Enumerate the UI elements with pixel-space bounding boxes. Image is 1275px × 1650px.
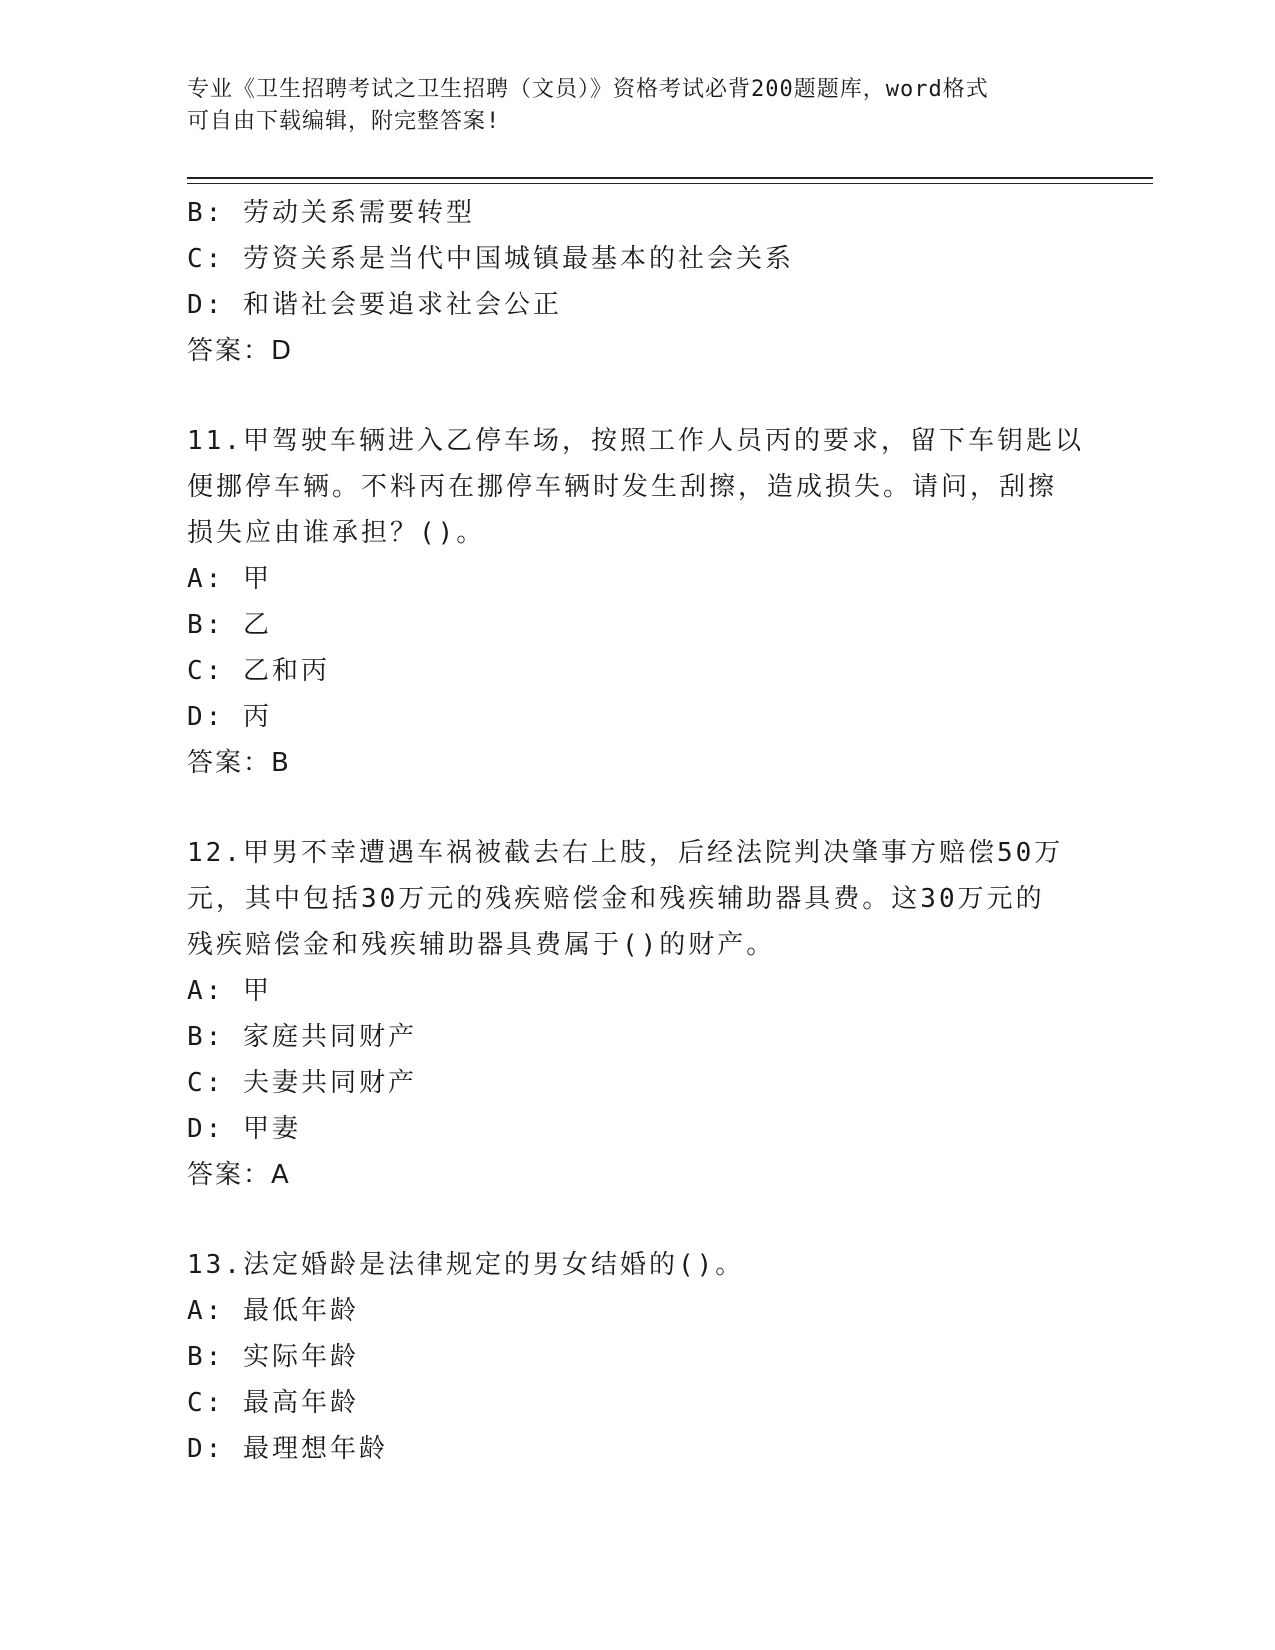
question-stem-line: 残疾赔偿金和残疾辅助器具费属于()的财产。 (187, 930, 776, 960)
header-line-2: 可自由下载编辑，附完整答案! (187, 109, 501, 134)
option-b: B: 家庭共同财产 (187, 1022, 417, 1052)
option-d: D: 和谐社会要追求社会公正 (187, 290, 562, 320)
question-stem-line: 元，其中包括30万元的残疾赔偿金和残疾辅助器具费。这30万元的 (187, 884, 1045, 914)
option-d: D: 丙 (187, 702, 272, 732)
option-b: B: 乙 (187, 610, 272, 640)
option-b: B: 实际年龄 (187, 1342, 359, 1372)
question-12 (187, 830, 1087, 1198)
option-a: A: 最低年龄 (187, 1296, 359, 1326)
prev-question-block (187, 190, 1087, 374)
question-stem-line: 12.甲男不幸遭遇车祸被截去右上肢，后经法院判决肇事方赔偿50万 (187, 838, 1064, 868)
question-13 (187, 1242, 1087, 1472)
option-d: D: 甲妻 (187, 1114, 301, 1144)
question-11 (187, 418, 1087, 786)
option-a: A: 甲 (187, 976, 272, 1006)
question-stem-line: 13.法定婚龄是法律规定的男女结婚的()。 (187, 1250, 745, 1280)
option-a: A: 甲 (187, 564, 272, 594)
question-stem-line: 便挪停车辆。不料丙在挪停车辆时发生刮擦，造成损失。请问，刮擦 (187, 472, 1058, 502)
question-list (187, 190, 1087, 1472)
question-stem-line: 损失应由谁承担？()。 (187, 518, 486, 548)
option-c: C: 乙和丙 (187, 656, 330, 686)
option-c: C: 最高年龄 (187, 1388, 359, 1418)
document-header (187, 74, 1067, 138)
question-stem-line: 11.甲驾驶车辆进入乙停车场，按照工作人员丙的要求，留下车钥匙以 (187, 426, 1084, 456)
answer-line: 答案：D (187, 336, 294, 366)
header-divider-thin (187, 183, 1153, 184)
header-divider-thick (187, 177, 1153, 179)
option-c: C: 夫妻共同财产 (187, 1068, 417, 1098)
option-d: D: 最理想年龄 (187, 1434, 388, 1464)
answer-line: 答案：B (187, 748, 291, 778)
header-line-1: 专业《卫生招聘考试之卫生招聘（文员）》资格考试必背200题题库，word格式 (187, 77, 989, 102)
option-b: B: 劳动关系需要转型 (187, 198, 475, 228)
option-c: C: 劳资关系是当代中国城镇最基本的社会关系 (187, 244, 794, 274)
answer-line: 答案：A (187, 1160, 291, 1190)
